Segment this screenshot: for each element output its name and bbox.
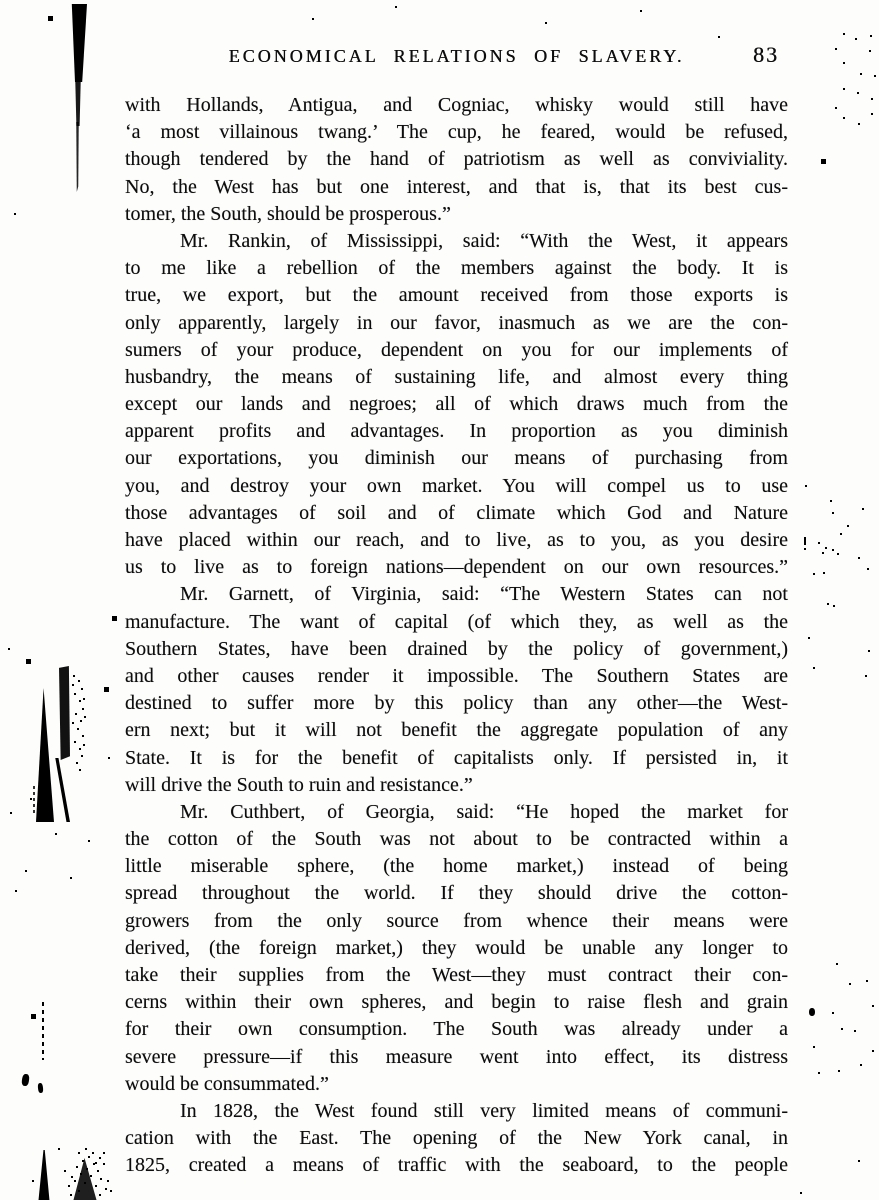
ink-spike-bottom-left [38, 1150, 51, 1200]
text-line: growers from the only source from whence their means were [125, 909, 788, 932]
ink-smudge-left-dashes [33, 786, 35, 816]
text-line: In 1828, the West found still very limited means of communi- [180, 1099, 788, 1122]
text-line: No, the West has but one interest, and that is, that its best cus- [125, 175, 788, 198]
text-line: the cotton of the South was not about to be contracted within a [125, 828, 788, 851]
text-line: Mr. Rankin, of Mississippi, said: “With the West, it appears [180, 229, 788, 252]
text-line: only apparently, largely in our favor, inasmuch as we are the con- [125, 311, 788, 334]
text-line: would be consummated.” [125, 1072, 329, 1095]
text-line: cerns within their own spheres, and begin to raise flesh and grain [125, 991, 788, 1014]
ink-drop-right [809, 1008, 815, 1016]
ink-smudge-top-left [71, 4, 87, 82]
text-line: will drive the South to ruin and resistance.” [125, 773, 473, 796]
text-line: us to live as to foreign nations—dependent on our own resources.” [125, 556, 788, 579]
text-line: State. It is for the benefit of capitalists only. If persisted in, it [125, 746, 788, 769]
ink-cone-bottom-left [73, 1158, 97, 1200]
header-title: ECONOMICAL RELATIONS OF SLAVERY. [228, 46, 685, 66]
text-line: little miserable sphere, (the home market,) instead of being [125, 855, 788, 878]
ink-tick-right [804, 537, 806, 545]
text-line: cation with the East. The opening of the New York canal, in [125, 1127, 788, 1150]
page-number: 83 [753, 42, 779, 67]
text-line: and other causes render it impossible. The Southern States are [125, 664, 788, 687]
text-line: 1825, created a means of traffic with the seaboard, to the people [125, 1154, 788, 1177]
page-body [125, 92, 788, 1180]
running-header [125, 42, 788, 76]
text-line: husbandry, the means of sustaining life, and almost every thing [125, 365, 788, 388]
text-line: ern next; but it will not benefit the aggregate population of any [125, 719, 788, 742]
text-line: to me like a rebellion of the members against the body. It is [125, 257, 788, 280]
ink-smudge-top-left-tip [75, 122, 80, 192]
text-line: Southern States, have been drained by the policy of government,) [125, 637, 788, 660]
text-line: spread throughout the world. If they should drive the cotton- [125, 882, 788, 905]
ink-blob-left-2 [37, 1083, 43, 1093]
ink-smudge-left-bar [59, 666, 70, 760]
text-line: sumers of your produce, dependent on you for our implements of [125, 338, 788, 361]
text-line: ‘a most villainous twang.’ The cup, he feared, would be refused, [125, 121, 788, 144]
ink-smudge-left-slant [54, 758, 70, 822]
text-line: true, we export, but the amount received from those exports is [125, 284, 788, 307]
scan-speckles-large [0, 0, 3, 3]
text-line: Mr. Cuthbert, of Georgia, said: “He hoped the market for [180, 800, 788, 823]
ink-smudge-top-left-tail [74, 78, 82, 126]
text-line: those advantages of soil and of climate which God and Nature [125, 501, 788, 524]
text-line: our exportations, you diminish our means of purchasing from [125, 447, 788, 470]
text-line: severe pressure—if this measure went into effect, its distress [125, 1045, 788, 1068]
ink-blob-left [21, 1074, 30, 1087]
text-line: destined to suffer more by this policy than any other—the West- [125, 692, 788, 715]
text-line: have placed within our reach, and to live, as to you, as you desire [125, 529, 788, 551]
text-line: except our lands and negroes; all of which draws much from the [125, 393, 788, 416]
text-line: manufacture. The want of capital (of which they, as well as the [125, 610, 788, 633]
ink-smudge-left-wedge [36, 688, 54, 822]
text-line: though tendered by the hand of patriotism as well as conviviality. [125, 148, 788, 171]
text-line: tomer, the South, should be prosperous.” [125, 202, 451, 225]
text-line: take their supplies from the West—they must contract their con- [125, 964, 788, 986]
text-line: with Hollands, Antigua, and Cogniac, whisky would still have [125, 94, 788, 116]
text-line: derived, (the foreign market,) they would be unable any longer to [125, 936, 788, 959]
text-line: apparent profits and advantages. In proportion as you diminish [125, 420, 788, 443]
ink-dashed-line-bottom-left [42, 1002, 44, 1060]
text-line: for their own consumption. The South was already under a [125, 1018, 788, 1041]
text-line: you, and destroy your own market. You will compel us to use [125, 474, 788, 497]
text-line: Mr. Garnett, of Virginia, said: “The Western States can not [180, 583, 788, 606]
